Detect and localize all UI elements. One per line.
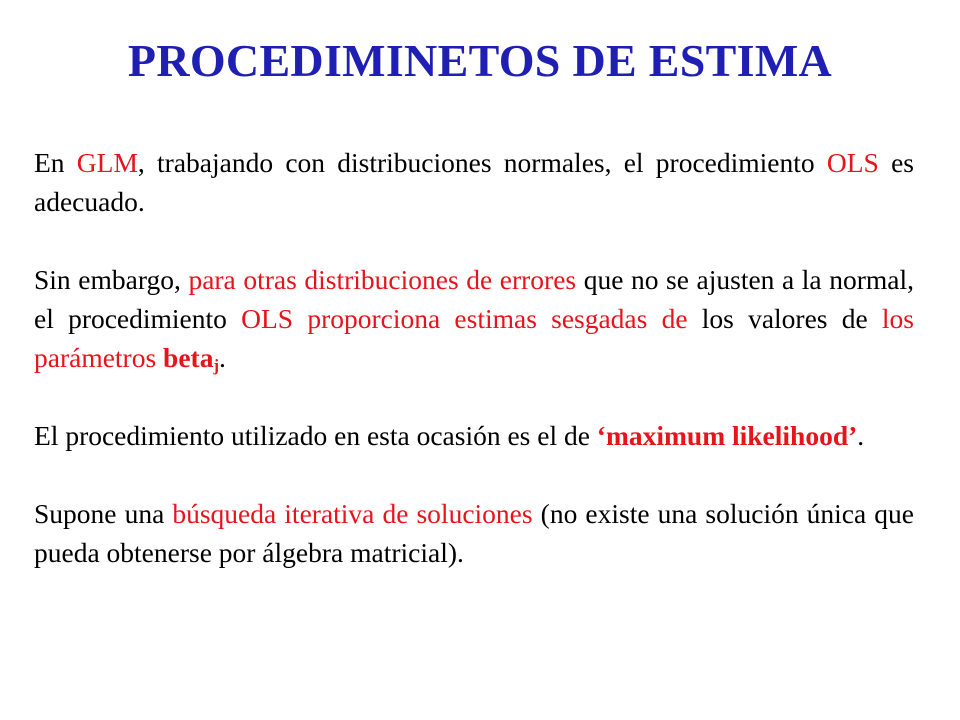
text-run: Sin embargo, (34, 264, 189, 295)
highlight-parameters: los parámetros (34, 303, 914, 373)
text-run: El procedimiento utilizado en esta ocasión es el de (34, 420, 597, 451)
text-run: . (218, 342, 226, 373)
highlight-ols-biased: OLS proporciona estimas sesgadas de (241, 303, 688, 334)
paragraph-other-distributions (34, 260, 914, 377)
highlight-glm: GLM (76, 147, 138, 178)
highlight-other-distributions: para otras distribuciones de errores (188, 264, 577, 295)
slide-title: PROCEDIMINETOS DE ESTIMA (127, 35, 833, 86)
paragraph-maximum-likelihood (34, 416, 914, 455)
highlight-iterative-search: búsqueda iterativa de soluciones (172, 498, 533, 529)
highlight-beta: beta (163, 342, 214, 373)
text-run: En (34, 147, 77, 178)
text-run: (no existe una solución única que pueda obtenerse por álgebra matricial). (34, 498, 914, 568)
text-run: que no se ajusten a la normal, el procedimiento (34, 264, 914, 334)
beta-subscript: j (213, 356, 219, 376)
paragraph-glm-ols (34, 143, 914, 221)
highlight-maximum-likelihood: ‘maximum likelihood’ (596, 420, 858, 451)
text-run: es adecuado. (34, 147, 914, 217)
text-run: Supone una (34, 498, 173, 529)
text-run: los valores de (687, 303, 882, 334)
paragraph-iterative-search (34, 494, 914, 572)
slide-body (34, 143, 914, 611)
highlight-ols: OLS (826, 147, 879, 178)
text-run: , trabajando con distribuciones normales, el procedimiento (137, 147, 827, 178)
text-run: . (857, 420, 865, 451)
